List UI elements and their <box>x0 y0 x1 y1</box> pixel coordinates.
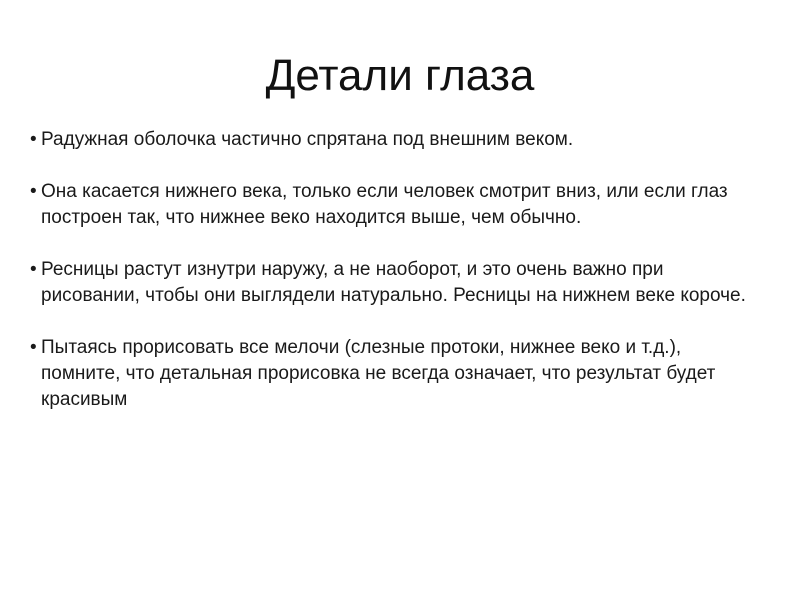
bullet-dot-icon: • <box>30 259 37 280</box>
bullet-item-iris <box>30 127 760 153</box>
slide-title: Детали глаза <box>265 51 535 100</box>
bullet-item-eyelashes <box>30 257 760 309</box>
bullet-text: Пытаясь прорисовать все мелочи (слезные протоки, нижнее веко и т.д.), помните, что детальная прорисовка не всегда означает, что результат будет красивым <box>41 337 716 410</box>
bullet-text: Радужная оболочка частично спрятана под внешним веком. <box>41 129 574 150</box>
bullet-item-lower-lid <box>30 179 760 231</box>
bullet-dot-icon: • <box>30 129 37 150</box>
bullet-item-details <box>30 335 760 413</box>
bullet-dot-icon: • <box>30 181 37 202</box>
bullet-text: Она касается нижнего века, только если человек смотрит вниз, или если глаз построен так, что нижнее веко находится выше, чем обычно. <box>41 181 728 228</box>
bullet-text: Ресницы растут изнутри наружу, а не наоборот, и это очень важно при рисовании, чтобы они выглядели натурально. Ресницы на нижнем веке короче. <box>41 259 746 306</box>
bullet-list <box>30 127 760 439</box>
bullet-dot-icon: • <box>30 337 37 358</box>
